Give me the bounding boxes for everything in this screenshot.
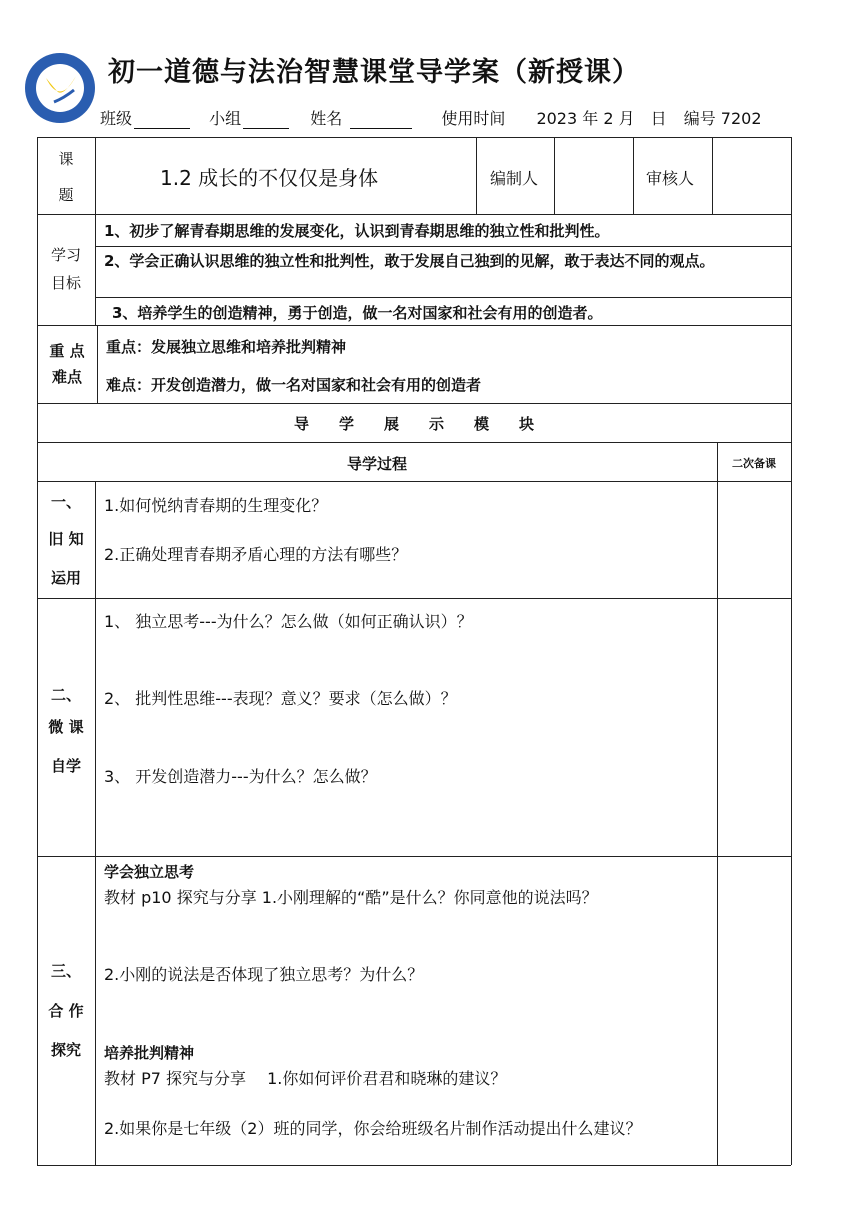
school-logo-icon (24, 52, 96, 124)
time-label: 使用时间 (441, 109, 506, 128)
keypoints-label-1: 重 点 (49, 342, 85, 360)
page-title: 初一道德与法治智慧课堂导学案（新授课） (108, 57, 640, 88)
section1-label-2: 旧 知 (48, 530, 84, 548)
section2-label-2: 微 课 (48, 718, 84, 736)
group-blank[interactable] (243, 112, 289, 129)
goal-item-2: 2、学会正确认识思维的独立性和批判性，敢于发展自己独到的见解，敢于表达不同的观点。 (104, 252, 715, 270)
difficult-point: 难点：开发创造潜力，做一名对国家和社会有用的创造者 (106, 376, 482, 394)
goal-item-3: 3、培养学生的创造精神，勇于创造，做一名对国家和社会有用的创造者。 (112, 304, 603, 322)
section2-label-3: 自学 (50, 757, 81, 775)
section3-label-2: 合 作 (48, 1002, 84, 1020)
section3-subtitle-2: 培养批判精神 (104, 1044, 195, 1062)
editor-label: 编制人 (490, 169, 539, 188)
goals-label-1: 学习 (50, 246, 81, 264)
topic-label-1: 课 (58, 150, 74, 168)
section3-question-3: 教材 P7 探究与分享 1.你如何评价君君和晓琳的建议？ (104, 1069, 507, 1088)
section1-question-2: 2.正确处理青春期矛盾心理的方法有哪些？ (104, 545, 408, 564)
class-blank[interactable] (134, 112, 190, 129)
goals-label-2: 目标 (50, 274, 81, 292)
lesson-title: 1.2 成长的不仅仅是身体 (160, 166, 379, 190)
section2-question-2: 2、 批判性思维---表现？意义？要求（怎么做）？ (104, 689, 457, 708)
section3-question-4: 2.如果你是七年级（2）班的同学，你会给班级名片制作活动提出什么建议？ (104, 1119, 642, 1138)
section3-label-3: 探究 (50, 1041, 81, 1059)
section1-question-1: 1.如何悦纳青春期的生理变化？ (104, 496, 328, 515)
module-title: 导 学 展 示 模 块 (293, 415, 534, 433)
class-label: 班级 (100, 109, 133, 128)
section3-label-1: 三、 (50, 962, 81, 980)
number-label: 编号 7202 (683, 109, 762, 128)
info-line (100, 106, 762, 129)
name-blank[interactable] (350, 112, 412, 129)
process-header: 导学过程 (346, 455, 407, 473)
section3-question-2: 2.小刚的说法是否体现了独立思考？为什么？ (104, 965, 424, 984)
section2-label-1: 二、 (50, 686, 81, 704)
section1-label-1: 一、 (50, 493, 81, 511)
date-value: 2023 年 2 月 日 (536, 109, 667, 128)
group-label: 小组 (209, 109, 242, 128)
key-point: 重点：发展独立思维和培养批判精神 (106, 338, 347, 356)
reviewer-label: 审核人 (646, 169, 695, 188)
section2-question-1: 1、 独立思考---为什么？怎么做（如何正确认识）？ (104, 612, 473, 631)
section2-question-3: 3、 开发创造潜力---为什么？怎么做？ (104, 767, 377, 786)
keypoints-label-2: 难点 (51, 368, 82, 386)
second-prep-header: 二次备课 (732, 457, 776, 470)
section3-subtitle-1: 学会独立思考 (104, 863, 195, 881)
name-label: 姓名 (310, 109, 343, 128)
section1-label-3: 运用 (50, 569, 81, 587)
goal-item-1: 1、初步了解青春期思维的发展变化，认识到青春期思维的独立性和批判性。 (104, 222, 610, 240)
section3-question-1: 教材 p10 探究与分享 1.小刚理解的“酷”是什么？你同意他的说法吗？ (104, 888, 598, 907)
topic-label-2: 题 (58, 186, 74, 204)
